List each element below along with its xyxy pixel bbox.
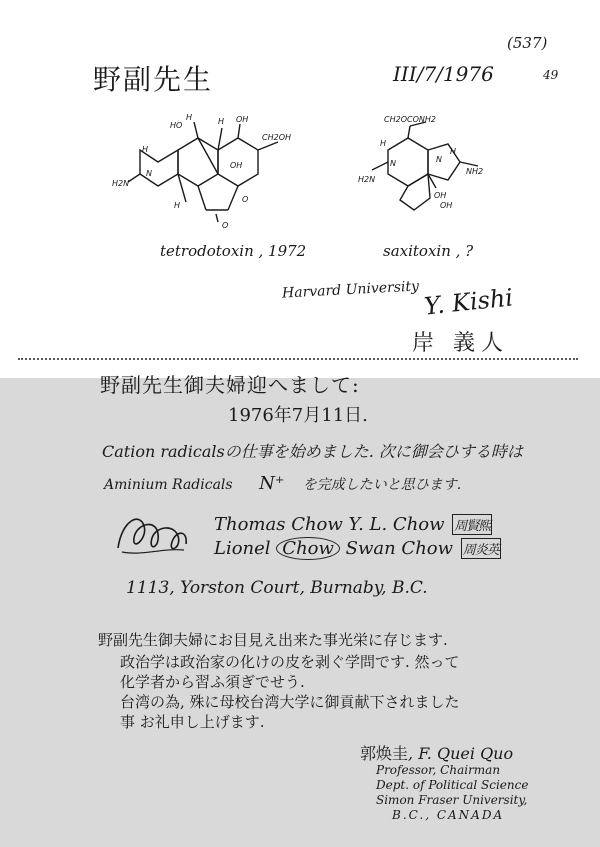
svg-text:H: H [142, 145, 149, 154]
name-stamp-2: 周炎英 [461, 538, 501, 559]
message-line-1: Cation radicalsの仕事を始めました. 次に御会ひする時は [102, 442, 523, 461]
aminium-radicals: Aminium Radicals [104, 477, 233, 493]
svg-text:HO: HO [170, 121, 183, 130]
archive-number: (537) [507, 34, 548, 52]
svg-text:OH: OH [440, 201, 453, 210]
svg-text:OH: OH [434, 191, 447, 200]
svg-text:CH2OH: CH2OH [262, 133, 292, 142]
tetrodotoxin-label: tetrodotoxin , 1972 [160, 242, 307, 260]
svg-text:H: H [174, 201, 181, 210]
name-stamp-1: 周賢熙 [452, 514, 492, 535]
signature-kishi-latin: Y. Kishi [422, 283, 515, 321]
saxitoxin-structure [350, 110, 500, 220]
chow-name-swan: Swan Chow [345, 538, 454, 559]
quo-message-2: 政治学は政治家の化けの皮を剥ぐ学問です. 然って [120, 653, 460, 671]
institution: Harvard University [281, 278, 420, 302]
svg-text:N: N [146, 169, 152, 178]
quo-signature-line [360, 741, 513, 764]
quo-title: Professor, Chairman [376, 763, 501, 777]
svg-text:O: O [242, 195, 249, 204]
quo-name-cjk: 郭焕圭 [360, 744, 409, 763]
chow-names-1: Thomas Chow Y. L. Chow [214, 514, 445, 535]
quo-message-3: 化学者から習ふ須ぎでせう. [120, 673, 305, 691]
chow-circled: Chow [276, 537, 340, 560]
svg-text:N: N [436, 155, 442, 164]
signature-kishi-japanese: 岸 義人 [412, 331, 509, 356]
quo-name-latin: , F. Quei Quo [408, 744, 514, 763]
quo-message-4: 台湾の為, 殊に母校台湾大学に御貢献下されました [120, 693, 460, 711]
salutation: 野副先生 [93, 63, 214, 96]
svg-text:H2N: H2N [358, 175, 376, 184]
quo-university: Simon Fraser University, [376, 793, 528, 807]
svg-text:H2N: H2N [112, 179, 130, 188]
message-line-2 [104, 473, 461, 494]
aminium-symbol: N⁺ [259, 473, 285, 494]
svg-text:H: H [380, 139, 387, 148]
section-divider [18, 358, 578, 360]
svg-text:OH: OH [230, 161, 243, 170]
svg-text:H: H [218, 117, 225, 126]
quo-message-1: 野副先生御夫婦にお目見え出来た事光栄に存じます. [98, 631, 448, 649]
tetrodotoxin-structure [110, 110, 300, 230]
message-line-2-end: を完成したいと思ひます. [302, 477, 462, 493]
address: 1113, Yorston Court, Burnaby, B.C. [126, 578, 428, 598]
quo-place: B.C., CANADA [392, 808, 505, 822]
chow-names-line-1 [214, 514, 492, 535]
signature-flourish [112, 508, 192, 560]
quo-department: Dept. of Political Science [376, 778, 529, 792]
saxitoxin-label: saxitoxin , ? [383, 242, 474, 260]
chow-name-lionel: Lionel [214, 538, 271, 559]
svg-text:OH: OH [236, 115, 249, 124]
lower-heading: 野副先生御夫婦迎へまして: [100, 373, 360, 397]
svg-text:N: N [390, 159, 396, 168]
svg-text:H: H [186, 113, 193, 122]
chow-names-line-2 [214, 538, 501, 559]
svg-text:NH2: NH2 [466, 167, 484, 176]
svg-text:CH2OCONH2: CH2OCONH2 [384, 115, 436, 124]
quo-message-5: 事 お礼申し上げます. [120, 713, 265, 731]
page-mark: 49 [543, 68, 559, 82]
svg-text:O: O [222, 221, 229, 230]
lower-date: 1976年7月11日. [228, 405, 368, 426]
letter-date: III/7/1976 [393, 62, 494, 86]
svg-text:H: H [450, 147, 457, 156]
